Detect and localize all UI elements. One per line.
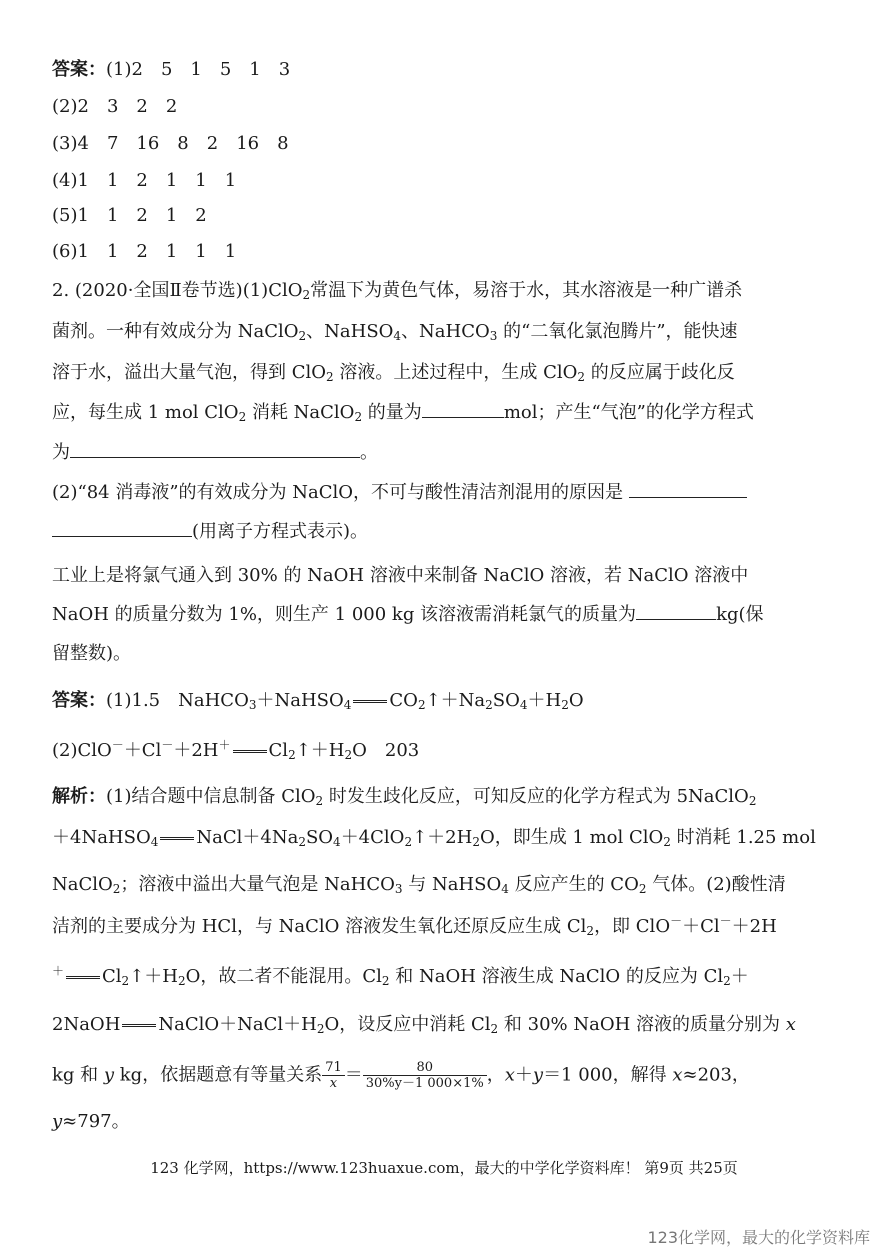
answer-line-1 xyxy=(52,58,290,82)
answer-line-5: (5)1 1 2 1 2 xyxy=(52,205,207,226)
analysis-line-6: 2NaOH $NaClO+NaCl+H_2O$，设反应中消耗 $Cl_2$ 和 30% NaOH 溶液的质量分别为 x xyxy=(52,1014,796,1036)
question-line-1: 2. (2020·全国Ⅱ卷节选)(1)ClO$_2$常温下为黄色气体，易溶于水，其水溶液是一种广谱杀 xyxy=(52,280,743,302)
answer-line-3: (3)4 7 16 8 2 16 8 xyxy=(52,133,289,154)
analysis-line-7: kg 和 y kg，依据题意有等量关系 $\frac{71}{x}$ ＝ $\frac{80}{30\%y-1 000\times 1\%}$ ，x＋y＝1 000，解得 x≈203， xyxy=(52,1060,750,1091)
answer-blank[interactable] xyxy=(70,441,360,458)
equals-sign-icon xyxy=(233,750,267,753)
equals-sign-icon xyxy=(66,976,100,979)
answer-line-4: (4)1 1 2 1 1 1 xyxy=(52,170,237,191)
analysis-line-1: 解析：(1)结合题中信息制备 ClO$_2$ 时发生歧化反应，可知反应的化学方程式为 5NaClO$_2$ xyxy=(52,786,757,808)
answer-text: (1)2 5 1 5 1 3 xyxy=(106,59,291,80)
question-line-5: 为 。 xyxy=(52,442,378,463)
question-line-8: 工业上是将氯气通入到 30% 的 NaOH 溶液中来制备 NaClO 溶液，若 NaClO 溶液中 xyxy=(52,565,749,586)
analysis-line-2: ＋4NaHSO$_4$ $NaCl+4Na_2SO_4+4ClO_2↑+2H_2O$，即生成 1 mol ClO$_2$ 时消耗 1.25 mol xyxy=(52,827,816,849)
fraction-80-over-denominator: $\frac{80}{30\%y-1 000\times 1\%}$ xyxy=(363,1060,487,1091)
answer-line-2: (2)2 3 2 2 xyxy=(52,96,178,117)
answer-blank[interactable] xyxy=(422,401,504,418)
analysis-line-5: ＋ $Cl_2↑+H_2O$，故二者不能混用。$Cl_2$ 和 NaOH 溶液生成 NaClO 的反应为 $Cl_2+$ xyxy=(52,964,749,988)
question-line-7: (用离子方程式表示)。 xyxy=(52,520,368,544)
question-line-3: 溶于水，溢出大量气泡，得到 ClO$_2$ 溶液。上述过程中，生成 ClO$_2$ 的反应属于歧化反 xyxy=(52,362,735,384)
question-line-4: 应，每生成 1 mol ClO$_2$ 消耗 NaClO$_2$ 的量为 mol；产生“气泡”的化学方程式 xyxy=(52,402,754,424)
page-footer: 123 化学网，https://www.123huaxue.com，最大的中学化学资料库！ 第9页 共25页 xyxy=(150,1159,738,1177)
analysis-line-3: NaClO$_2$；溶液中溢出大量气泡是 NaHCO$_3$ 与 NaHSO$_4$ 反应产生的 $CO_2$ 气体。(2)酸性清 xyxy=(52,874,786,896)
equals-sign-icon xyxy=(353,700,387,703)
question-line-9: NaOH 的质量分数为 1%，则生产 1 000 kg 该溶液需消耗氯气的质量为 kg(保 xyxy=(52,604,764,625)
answer2-line-1: 答案：(1)1.5 NaHCO$_3$＋NaHSO$_4$ $CO_2↑+Na_2SO_4+H_2O$ xyxy=(52,690,584,712)
watermark: 123化学网，最大的化学资料库 xyxy=(647,1228,870,1247)
question-line-10: 留整数)。 xyxy=(52,643,132,664)
answer2-line-2: (2)ClO－＋Cl－＋2H＋ $Cl_2↑+H_2O$ 203 xyxy=(52,738,420,762)
analysis-line-8: y≈797。 xyxy=(52,1111,130,1132)
fraction-71-over-x: $\frac{71}{x}$ xyxy=(322,1060,345,1091)
answer-blank[interactable] xyxy=(636,603,716,620)
equals-sign-icon xyxy=(122,1024,156,1027)
answer-line-6: (6)1 1 2 1 1 1 xyxy=(52,241,237,262)
question-line-6: (2)“84 消毒液”的有效成分为 NaClO，不可与酸性清洁剂混用的原因是 xyxy=(52,481,747,505)
equals-sign-icon xyxy=(160,837,194,840)
analysis-line-4: 洁剂的主要成分为 HCl，与 NaClO 溶液发生氧化还原反应生成 $Cl_2$，即 ClO－＋Cl－＋2H xyxy=(52,914,777,938)
answer-blank[interactable] xyxy=(52,520,192,537)
answer-label: 答案： xyxy=(52,59,106,80)
question-line-2: 菌剂。一种有效成分为 NaClO$_2$、NaHSO$_4$、NaHCO$_3$ 的“二氧化氯泡腾片”，能快速 xyxy=(52,321,738,343)
answer-blank[interactable] xyxy=(629,481,747,498)
